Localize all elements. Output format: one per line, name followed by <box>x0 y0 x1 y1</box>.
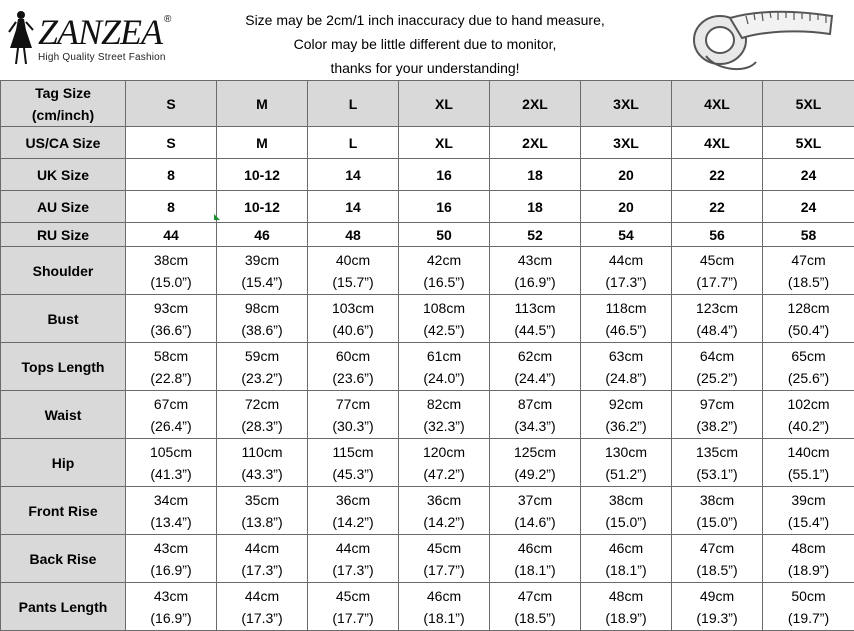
inch-value: (17.3”) <box>308 559 398 581</box>
measurement-row <box>1 535 854 583</box>
measurement-cell <box>490 391 581 439</box>
measurement-row <box>1 487 854 535</box>
inch-value: (36.6”) <box>126 319 216 341</box>
cm-value: 35cm <box>217 489 307 511</box>
row-label-text: UK Size <box>1 164 125 186</box>
measurement-cell <box>126 583 217 631</box>
size-cell: 46 <box>217 223 308 247</box>
size-cell: 10-12 <box>217 191 308 223</box>
measurement-cell <box>672 391 763 439</box>
cm-value: 50cm <box>763 585 854 607</box>
cm-value: 110cm <box>217 441 307 463</box>
cm-value: 130cm <box>581 441 671 463</box>
inch-value: (18.1”) <box>490 559 580 581</box>
measurement-cell <box>399 247 490 295</box>
measurement-cell <box>581 391 672 439</box>
row-label: Tops Length <box>1 343 126 391</box>
measurement-cell <box>217 247 308 295</box>
inch-value: (24.8”) <box>581 367 671 389</box>
inch-value: (16.9”) <box>490 271 580 293</box>
inch-value: (38.2”) <box>672 415 762 437</box>
measurement-cell <box>399 391 490 439</box>
size-cell: 2XL <box>490 127 581 159</box>
cm-value: 62cm <box>490 345 580 367</box>
size-cell: 54 <box>581 223 672 247</box>
size-cell: XL <box>399 127 490 159</box>
measurement-cell <box>308 247 399 295</box>
size-cell: 24 <box>763 191 854 223</box>
size-cell: 18 <box>490 159 581 191</box>
measurement-cell <box>763 295 854 343</box>
measurement-row <box>1 247 854 295</box>
size-chart-table <box>0 80 854 631</box>
registered-mark: ® <box>164 14 171 25</box>
measurement-cell <box>490 487 581 535</box>
measurement-notice <box>200 8 650 80</box>
size-cell: 20 <box>581 191 672 223</box>
inch-value: (14.2”) <box>308 511 398 533</box>
size-cell: 24 <box>763 159 854 191</box>
size-cell: 8 <box>126 191 217 223</box>
cm-value: 113cm <box>490 297 580 319</box>
size-cell: 14 <box>308 159 399 191</box>
inch-value: (53.1”) <box>672 463 762 485</box>
cm-value: 48cm <box>581 585 671 607</box>
measurement-cell <box>672 487 763 535</box>
cm-value: 38cm <box>581 489 671 511</box>
measurement-cell <box>126 391 217 439</box>
cm-value: 128cm <box>763 297 854 319</box>
measurement-cell <box>126 535 217 583</box>
inch-value: (16.9”) <box>126 607 216 629</box>
measurement-cell <box>308 439 399 487</box>
inch-value: (18.9”) <box>763 559 854 581</box>
measurement-cell <box>763 439 854 487</box>
cm-value: 43cm <box>126 537 216 559</box>
inch-value: (18.1”) <box>581 559 671 581</box>
inch-value: (15.4”) <box>763 511 854 533</box>
measurement-cell <box>217 343 308 391</box>
measurement-cell <box>399 343 490 391</box>
cm-value: 118cm <box>581 297 671 319</box>
inch-value: (15.0”) <box>672 511 762 533</box>
row-label-text: AU Size <box>1 196 125 218</box>
measurement-cell <box>308 535 399 583</box>
size-cell: 8 <box>126 159 217 191</box>
measurement-cell <box>581 535 672 583</box>
cm-value: 46cm <box>490 537 580 559</box>
cm-value: 39cm <box>217 249 307 271</box>
measurement-cell <box>490 583 581 631</box>
inch-value: (48.4”) <box>672 319 762 341</box>
measurement-cell <box>672 343 763 391</box>
measurement-cell <box>217 439 308 487</box>
brand-tagline: High Quality Street Fashion <box>38 52 166 63</box>
size-row <box>1 191 854 223</box>
size-cell: 10-12 <box>217 159 308 191</box>
measurement-cell <box>763 391 854 439</box>
measurement-cell <box>490 439 581 487</box>
cm-value: 59cm <box>217 345 307 367</box>
measurement-row <box>1 391 854 439</box>
size-row <box>1 81 854 127</box>
measurement-cell <box>126 439 217 487</box>
inch-value: (38.6”) <box>217 319 307 341</box>
size-cell: 16 <box>399 159 490 191</box>
cm-value: 97cm <box>672 393 762 415</box>
inch-value: (22.8”) <box>126 367 216 389</box>
measurement-cell <box>399 487 490 535</box>
inch-value: (17.3”) <box>217 559 307 581</box>
header <box>0 0 854 80</box>
inch-value: (40.2”) <box>763 415 854 437</box>
measurement-cell <box>581 343 672 391</box>
size-cell: 44 <box>126 223 217 247</box>
cm-value: 64cm <box>672 345 762 367</box>
cm-value: 77cm <box>308 393 398 415</box>
size-cell: 50 <box>399 223 490 247</box>
cm-value: 108cm <box>399 297 489 319</box>
inch-value: (13.8”) <box>217 511 307 533</box>
inch-value: (19.3”) <box>672 607 762 629</box>
row-label: Back Rise <box>1 535 126 583</box>
row-label <box>1 191 126 223</box>
cm-value: 44cm <box>217 537 307 559</box>
cm-value: 37cm <box>490 489 580 511</box>
size-cell: 22 <box>672 159 763 191</box>
inch-value: (15.7”) <box>308 271 398 293</box>
row-label-text: US/CA Size <box>1 132 125 154</box>
measurement-cell <box>672 295 763 343</box>
size-cell: M <box>217 127 308 159</box>
row-label: Waist <box>1 391 126 439</box>
measurement-cell <box>308 583 399 631</box>
inch-value: (51.2”) <box>581 463 671 485</box>
measurement-cell <box>763 535 854 583</box>
measurement-cell <box>763 583 854 631</box>
measurement-row <box>1 343 854 391</box>
measurement-cell <box>399 535 490 583</box>
cm-value: 61cm <box>399 345 489 367</box>
brand-logo <box>4 8 174 68</box>
cm-value: 49cm <box>672 585 762 607</box>
cm-value: 42cm <box>399 249 489 271</box>
inch-value: (30.3”) <box>308 415 398 437</box>
measuring-tape-icon <box>686 4 836 76</box>
cm-value: 63cm <box>581 345 671 367</box>
cm-value: 82cm <box>399 393 489 415</box>
inch-value: (55.1”) <box>763 463 854 485</box>
inch-value: (17.7”) <box>672 271 762 293</box>
size-cell: XL <box>399 81 490 127</box>
size-row <box>1 159 854 191</box>
measurement-row <box>1 583 854 631</box>
inch-value: (24.0”) <box>399 367 489 389</box>
cm-value: 38cm <box>672 489 762 511</box>
row-label <box>1 127 126 159</box>
inch-value: (18.5”) <box>672 559 762 581</box>
notice-line: thanks for your understanding! <box>200 56 650 80</box>
measurement-cell <box>672 583 763 631</box>
size-cell: L <box>308 127 399 159</box>
cm-value: 47cm <box>490 585 580 607</box>
cm-value: 36cm <box>399 489 489 511</box>
cm-value: 45cm <box>308 585 398 607</box>
measurement-cell <box>217 487 308 535</box>
measurement-cell <box>126 343 217 391</box>
inch-value: (17.7”) <box>308 607 398 629</box>
measurement-cell <box>763 487 854 535</box>
inch-value: (15.4”) <box>217 271 307 293</box>
inch-value: (49.2”) <box>490 463 580 485</box>
cm-value: 93cm <box>126 297 216 319</box>
inch-value: (15.0”) <box>581 511 671 533</box>
row-label <box>1 223 126 247</box>
inch-value: (18.5”) <box>490 607 580 629</box>
measurement-cell <box>490 247 581 295</box>
inch-value: (14.2”) <box>399 511 489 533</box>
row-label-text: (cm/inch) <box>1 104 125 126</box>
measurement-cell <box>217 583 308 631</box>
measurement-cell <box>399 439 490 487</box>
size-cell: 58 <box>763 223 854 247</box>
cm-value: 47cm <box>763 249 854 271</box>
notice-line: Color may be little different due to monitor, <box>200 32 650 56</box>
size-cell: 4XL <box>672 127 763 159</box>
inch-value: (41.3”) <box>126 463 216 485</box>
measurement-cell <box>217 535 308 583</box>
cm-value: 38cm <box>126 249 216 271</box>
inch-value: (15.0”) <box>126 271 216 293</box>
row-label: Bust <box>1 295 126 343</box>
cm-value: 34cm <box>126 489 216 511</box>
inch-value: (36.2”) <box>581 415 671 437</box>
row-label <box>1 159 126 191</box>
cm-value: 43cm <box>490 249 580 271</box>
cm-value: 103cm <box>308 297 398 319</box>
row-label-text: Tag Size <box>1 82 125 104</box>
measurement-cell <box>672 247 763 295</box>
notice-line: Size may be 2cm/1 inch inaccuracy due to hand measure, <box>200 8 650 32</box>
size-cell: 3XL <box>581 81 672 127</box>
inch-value: (47.2”) <box>399 463 489 485</box>
inch-value: (50.4”) <box>763 319 854 341</box>
size-cell: 20 <box>581 159 672 191</box>
cm-value: 125cm <box>490 441 580 463</box>
size-cell: 22 <box>672 191 763 223</box>
size-cell: 18 <box>490 191 581 223</box>
inch-value: (24.4”) <box>490 367 580 389</box>
cm-value: 39cm <box>763 489 854 511</box>
cm-value: 40cm <box>308 249 398 271</box>
cm-value: 67cm <box>126 393 216 415</box>
measurement-cell <box>308 295 399 343</box>
size-cell: 5XL <box>763 127 854 159</box>
measurement-cell <box>581 583 672 631</box>
cm-value: 45cm <box>672 249 762 271</box>
measurement-cell <box>308 487 399 535</box>
inch-value: (28.3”) <box>217 415 307 437</box>
size-row <box>1 223 854 247</box>
cm-value: 44cm <box>308 537 398 559</box>
measurement-cell <box>672 439 763 487</box>
measurement-cell <box>490 343 581 391</box>
measurement-cell <box>217 295 308 343</box>
inch-value: (25.6”) <box>763 367 854 389</box>
measurement-cell <box>581 247 672 295</box>
inch-value: (13.4”) <box>126 511 216 533</box>
measurement-cell <box>763 247 854 295</box>
cm-value: 65cm <box>763 345 854 367</box>
cm-value: 115cm <box>308 441 398 463</box>
size-cell: 52 <box>490 223 581 247</box>
row-label: Pants Length <box>1 583 126 631</box>
inch-value: (16.5”) <box>399 271 489 293</box>
inch-value: (40.6”) <box>308 319 398 341</box>
fashion-figure-icon <box>4 8 38 66</box>
row-label: Front Rise <box>1 487 126 535</box>
inch-value: (23.2”) <box>217 367 307 389</box>
measurement-cell <box>126 295 217 343</box>
cm-value: 102cm <box>763 393 854 415</box>
size-row <box>1 127 854 159</box>
inch-value: (14.6”) <box>490 511 580 533</box>
cm-value: 36cm <box>308 489 398 511</box>
measurement-cell <box>308 391 399 439</box>
measurement-cell <box>763 343 854 391</box>
measurement-row <box>1 439 854 487</box>
cm-value: 123cm <box>672 297 762 319</box>
cm-value: 43cm <box>126 585 216 607</box>
cm-value: 87cm <box>490 393 580 415</box>
measurement-row <box>1 295 854 343</box>
cm-value: 140cm <box>763 441 854 463</box>
inch-value: (17.3”) <box>581 271 671 293</box>
cm-value: 105cm <box>126 441 216 463</box>
inch-value: (44.5”) <box>490 319 580 341</box>
size-cell: 5XL <box>763 81 854 127</box>
inch-value: (45.3”) <box>308 463 398 485</box>
measurement-cell <box>581 439 672 487</box>
inch-value: (32.3”) <box>399 415 489 437</box>
cm-value: 47cm <box>672 537 762 559</box>
cm-value: 46cm <box>399 585 489 607</box>
measurement-cell <box>308 343 399 391</box>
inch-value: (34.3”) <box>490 415 580 437</box>
cm-value: 44cm <box>217 585 307 607</box>
measurement-cell <box>126 247 217 295</box>
measurement-cell <box>399 583 490 631</box>
measurement-cell <box>217 391 308 439</box>
size-cell: 48 <box>308 223 399 247</box>
cm-value: 48cm <box>763 537 854 559</box>
size-cell: 4XL <box>672 81 763 127</box>
inch-value: (17.7”) <box>399 559 489 581</box>
size-cell: S <box>126 127 217 159</box>
inch-value: (23.6”) <box>308 367 398 389</box>
inch-value: (46.5”) <box>581 319 671 341</box>
size-cell: 56 <box>672 223 763 247</box>
inch-value: (17.3”) <box>217 607 307 629</box>
cm-value: 46cm <box>581 537 671 559</box>
measurement-cell <box>126 487 217 535</box>
cm-value: 120cm <box>399 441 489 463</box>
cm-value: 135cm <box>672 441 762 463</box>
row-label <box>1 81 126 127</box>
cm-value: 92cm <box>581 393 671 415</box>
inch-value: (19.7”) <box>763 607 854 629</box>
measurement-cell <box>490 295 581 343</box>
measurement-cell <box>672 535 763 583</box>
cm-value: 45cm <box>399 537 489 559</box>
corner-mark <box>214 214 220 220</box>
inch-value: (26.4”) <box>126 415 216 437</box>
row-label-text: RU Size <box>1 224 125 246</box>
inch-value: (18.1”) <box>399 607 489 629</box>
measurement-cell <box>490 535 581 583</box>
inch-value: (18.9”) <box>581 607 671 629</box>
row-label: Hip <box>1 439 126 487</box>
cm-value: 72cm <box>217 393 307 415</box>
size-cell: M <box>217 81 308 127</box>
size-cell: 14 <box>308 191 399 223</box>
inch-value: (43.3”) <box>217 463 307 485</box>
size-cell: L <box>308 81 399 127</box>
measurement-cell <box>399 295 490 343</box>
inch-value: (18.5”) <box>763 271 854 293</box>
cm-value: 60cm <box>308 345 398 367</box>
inch-value: (42.5”) <box>399 319 489 341</box>
measurement-cell <box>581 295 672 343</box>
inch-value: (25.2”) <box>672 367 762 389</box>
measurement-cell <box>581 487 672 535</box>
size-cell: S <box>126 81 217 127</box>
inch-value: (16.9”) <box>126 559 216 581</box>
size-cell: 3XL <box>581 127 672 159</box>
size-cell: 16 <box>399 191 490 223</box>
size-cell: 2XL <box>490 81 581 127</box>
cm-value: 44cm <box>581 249 671 271</box>
cm-value: 98cm <box>217 297 307 319</box>
brand-name: ZANZEA <box>38 14 162 50</box>
row-label: Shoulder <box>1 247 126 295</box>
cm-value: 58cm <box>126 345 216 367</box>
